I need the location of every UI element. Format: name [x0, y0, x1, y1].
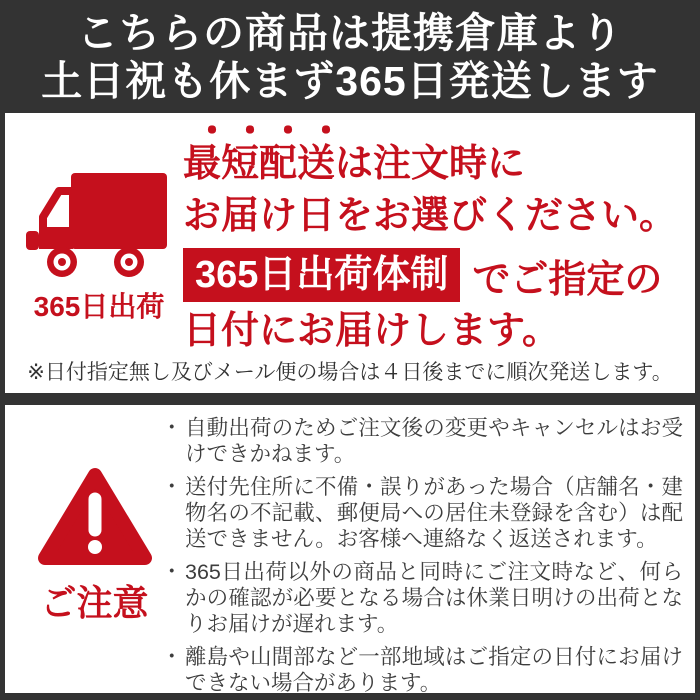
shipping-panel: [5, 113, 695, 393]
shipping-note: ※日付指定無し及びメール便の場合は４日後までに順次発送します。: [27, 361, 673, 384]
truck-block: [19, 171, 179, 325]
caution-item: ・ 離島や山間部など一部地域はご指定の日付にお届けできない場合があります。: [161, 644, 683, 693]
header-line-2: 土日祝も休まず365日発送します: [41, 58, 659, 104]
header-line-1: こちらの商品は提携倉庫より: [77, 10, 623, 56]
caution-panel: [5, 405, 695, 693]
shipping-line-2: お届け日をお選びください。: [183, 195, 678, 237]
highlight-badge: 365日出荷体制: [183, 248, 460, 302]
delivery-truck-icon: [19, 171, 179, 279]
caution-label: ご注意: [40, 582, 149, 623]
emphasis-dots: ・・・・: [193, 113, 346, 153]
caution-item: ・ 自動出荷のためご注文後の変更やキャンセルはお受けできかねます。: [161, 415, 683, 467]
caution-list: [161, 415, 683, 693]
caution-item: ・ 365日出荷以外の商品と同時にご注文時など、何らかの確認が必要となる場合は休業日明けの出荷となりお届けが遅れます。: [161, 559, 683, 637]
shipping-line-3: 日付にお届けします。: [183, 310, 560, 352]
truck-label: 365日出荷: [33, 291, 165, 322]
caution-item: ・ 送付先住所に不備・誤りがあった場合（店舗名・建物名の不記載、郵便局への居住未登録を含む）は配送できません。お客様へ連絡なく返送されます。: [161, 474, 683, 552]
header-banner: [0, 0, 700, 113]
highlight-row: [183, 246, 662, 304]
warning-triangle-icon: [27, 463, 162, 567]
caution-block: [27, 463, 162, 626]
highlight-suffix: でご指定の: [472, 258, 663, 301]
shipping-line-1: 最短配送は注文時に: [183, 143, 526, 185]
